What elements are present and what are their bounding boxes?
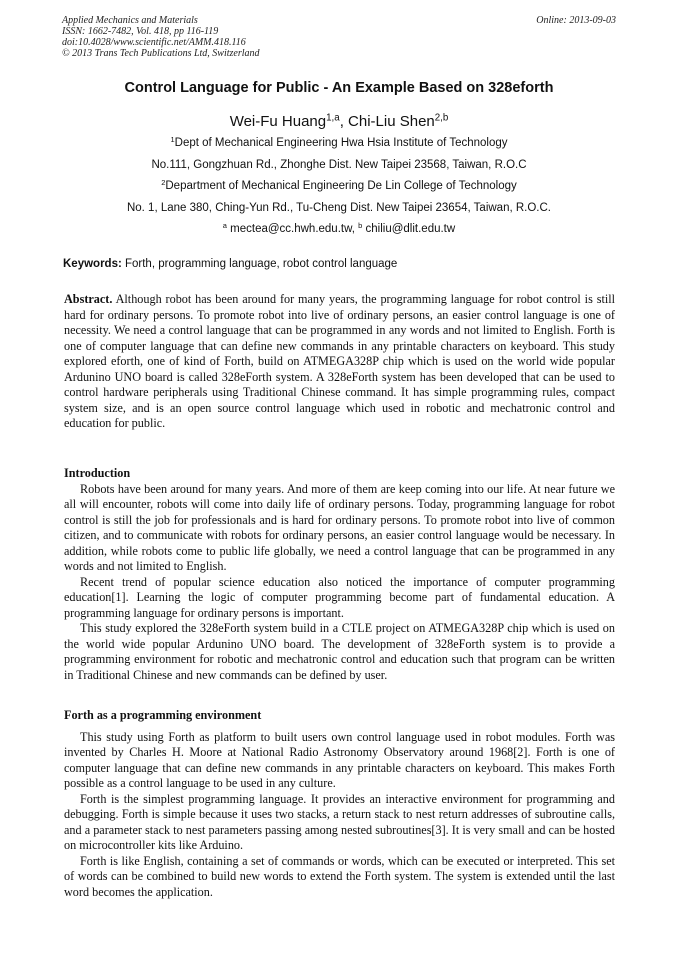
affiliation-2 [40, 177, 638, 192]
journal-copyright: © 2013 Trans Tech Publications Ltd, Switzerland [62, 48, 260, 59]
affiliation-1-sup: 1 [170, 134, 175, 144]
forth-heading: Forth as a programming environment [64, 708, 262, 722]
author-1: Wei-Fu Huang [229, 113, 327, 130]
author-line [40, 113, 638, 130]
forth-paragraph-2: Forth is the simplest programming language. It provides an interactive environment for programming and debugging. Forth is simple because it uses two stacks, a return stack to nest return addresses of subroutine calls, and a parameter stack to nest parameters passing among nested subroutines[3]. It is very small and can be hosted on microcontroller kits like Arduino. [64, 791, 615, 852]
email-b: chiliu@dlit.edu.tw [362, 223, 456, 235]
affiliation-1-name: Dept of Mechanical Engineering Hwa Hsia Institute of Technology [174, 137, 508, 149]
journal-name: Applied Mechanics and Materials [62, 15, 198, 26]
email-a-sup: a [222, 220, 227, 230]
affiliation-2-sup: 2 [161, 177, 166, 187]
journal-issn: ISSN: 1662-7482, Vol. 418, pp 116-119 [62, 26, 219, 37]
introduction-section [64, 466, 615, 683]
email-line [40, 220, 638, 235]
journal-doi: doi:10.4028/www.scientific.net/AMM.418.116 [62, 37, 246, 48]
affiliation-1 [40, 134, 638, 149]
forth-paragraph-3: Forth is like English, containing a set of commands or words, which can be executed or interpreted. This set of words can be combined to build new words to extend the Forth system. The system is extended until the last word becomes the application. [64, 853, 615, 899]
keywords-text: Forth, programming language, robot control language [121, 258, 398, 270]
introduction-paragraph-2: Recent trend of popular science education also noticed the importance of computer programming education[1]. Learning the logic of computer programming become part of fundamental education. A programming language for ordinary persons is important. [64, 574, 615, 620]
keywords-line [63, 258, 617, 270]
keywords-label: Keywords: [63, 258, 122, 270]
online-date: Online: 2013-09-03 [536, 15, 616, 26]
abstract-paragraph [64, 292, 615, 432]
abstract-label: Abstract. [64, 292, 113, 306]
affiliation-2-address: No. 1, Lane 380, Ching-Yun Rd., Tu-Cheng Dist. New Taipei 23654, Taiwan, R.O.C. [126, 202, 552, 214]
introduction-paragraph-1: Robots have been around for many years. And more of them are keep coming into our life. At near future we all will encounter, robots will come into daily life of ordinary persons. Today, programming language for robot control is still the job for professionals and is hard for ordinary persons. To promote robot into live of common citizen, and to communicate with robots for ordinary persons, an easier control language would be necessary. In addition, while robots come to public life globally, we need a control language that can be programmed in any words and not limited to English. [64, 481, 615, 573]
author-2: Chi-Liu Shen [348, 113, 435, 130]
abstract-text: Although robot has been around for many years, the programming language for robot control is still hard for ordinary persons. To promote robot into live of ordinary persons, an easier control language is one of necessity. We need a control language that can be programmed in any words and not limited to English. Forth is one of computer language that can define new commands in any printable characters on keyboard. This study explored eforth, one of kind of Forth, build on ATMEGA328P chip which is used on the world wide popular Ardunino UNO board is called 328eForth system. A 328eForth system has been developed that can be used to control hardware peripherals using Traditional Chinese command. It has simple programming rules, compact system size, and is an open source control language which used in robotic and mechatronic control and education for public. [64, 292, 615, 430]
journal-header [62, 15, 616, 59]
introduction-paragraph-3: This study explored the 328eForth system build in a CTLE project on ATMEGA328P chip which is used on the world wide popular Ardunino UNO board. The development of 328eForth system is to provide a programming environment for robotic and mechatronic control and education such that program can be written in Traditional Chinese and new commands can be defined by user. [64, 621, 615, 682]
forth-section [64, 708, 615, 900]
affiliation-2-name: Department of Mechanical Engineering De Lin College of Technology [165, 180, 517, 192]
author-2-sup: 2,b [434, 112, 449, 124]
paper-title: Control Language for Public - An Example Based on 328eforth [124, 80, 554, 96]
email-b-sup: b [358, 220, 363, 230]
affiliation-1-address: No.111, Gongzhuan Rd., Zhonghe Dist. New Taipei 23568, Taiwan, R.O.C [151, 159, 527, 171]
forth-paragraph-1: This study using Forth as platform to built users own control language used in robot modules. Forth was invented by Charles H. Moore at National Radio Astronomy Observatory around 1968[2]. Forth is one of computer language that can define new commands in any printable characters on keyboard. This makes Forth possible as a control language to be used in any culture. [64, 729, 615, 790]
abstract [64, 292, 615, 432]
introduction-heading: Introduction [64, 466, 131, 480]
author-separator: , [339, 113, 349, 130]
email-a: mectea@cc.hwh.edu.tw, [226, 223, 359, 235]
author-1-sup: 1,a [326, 112, 340, 124]
